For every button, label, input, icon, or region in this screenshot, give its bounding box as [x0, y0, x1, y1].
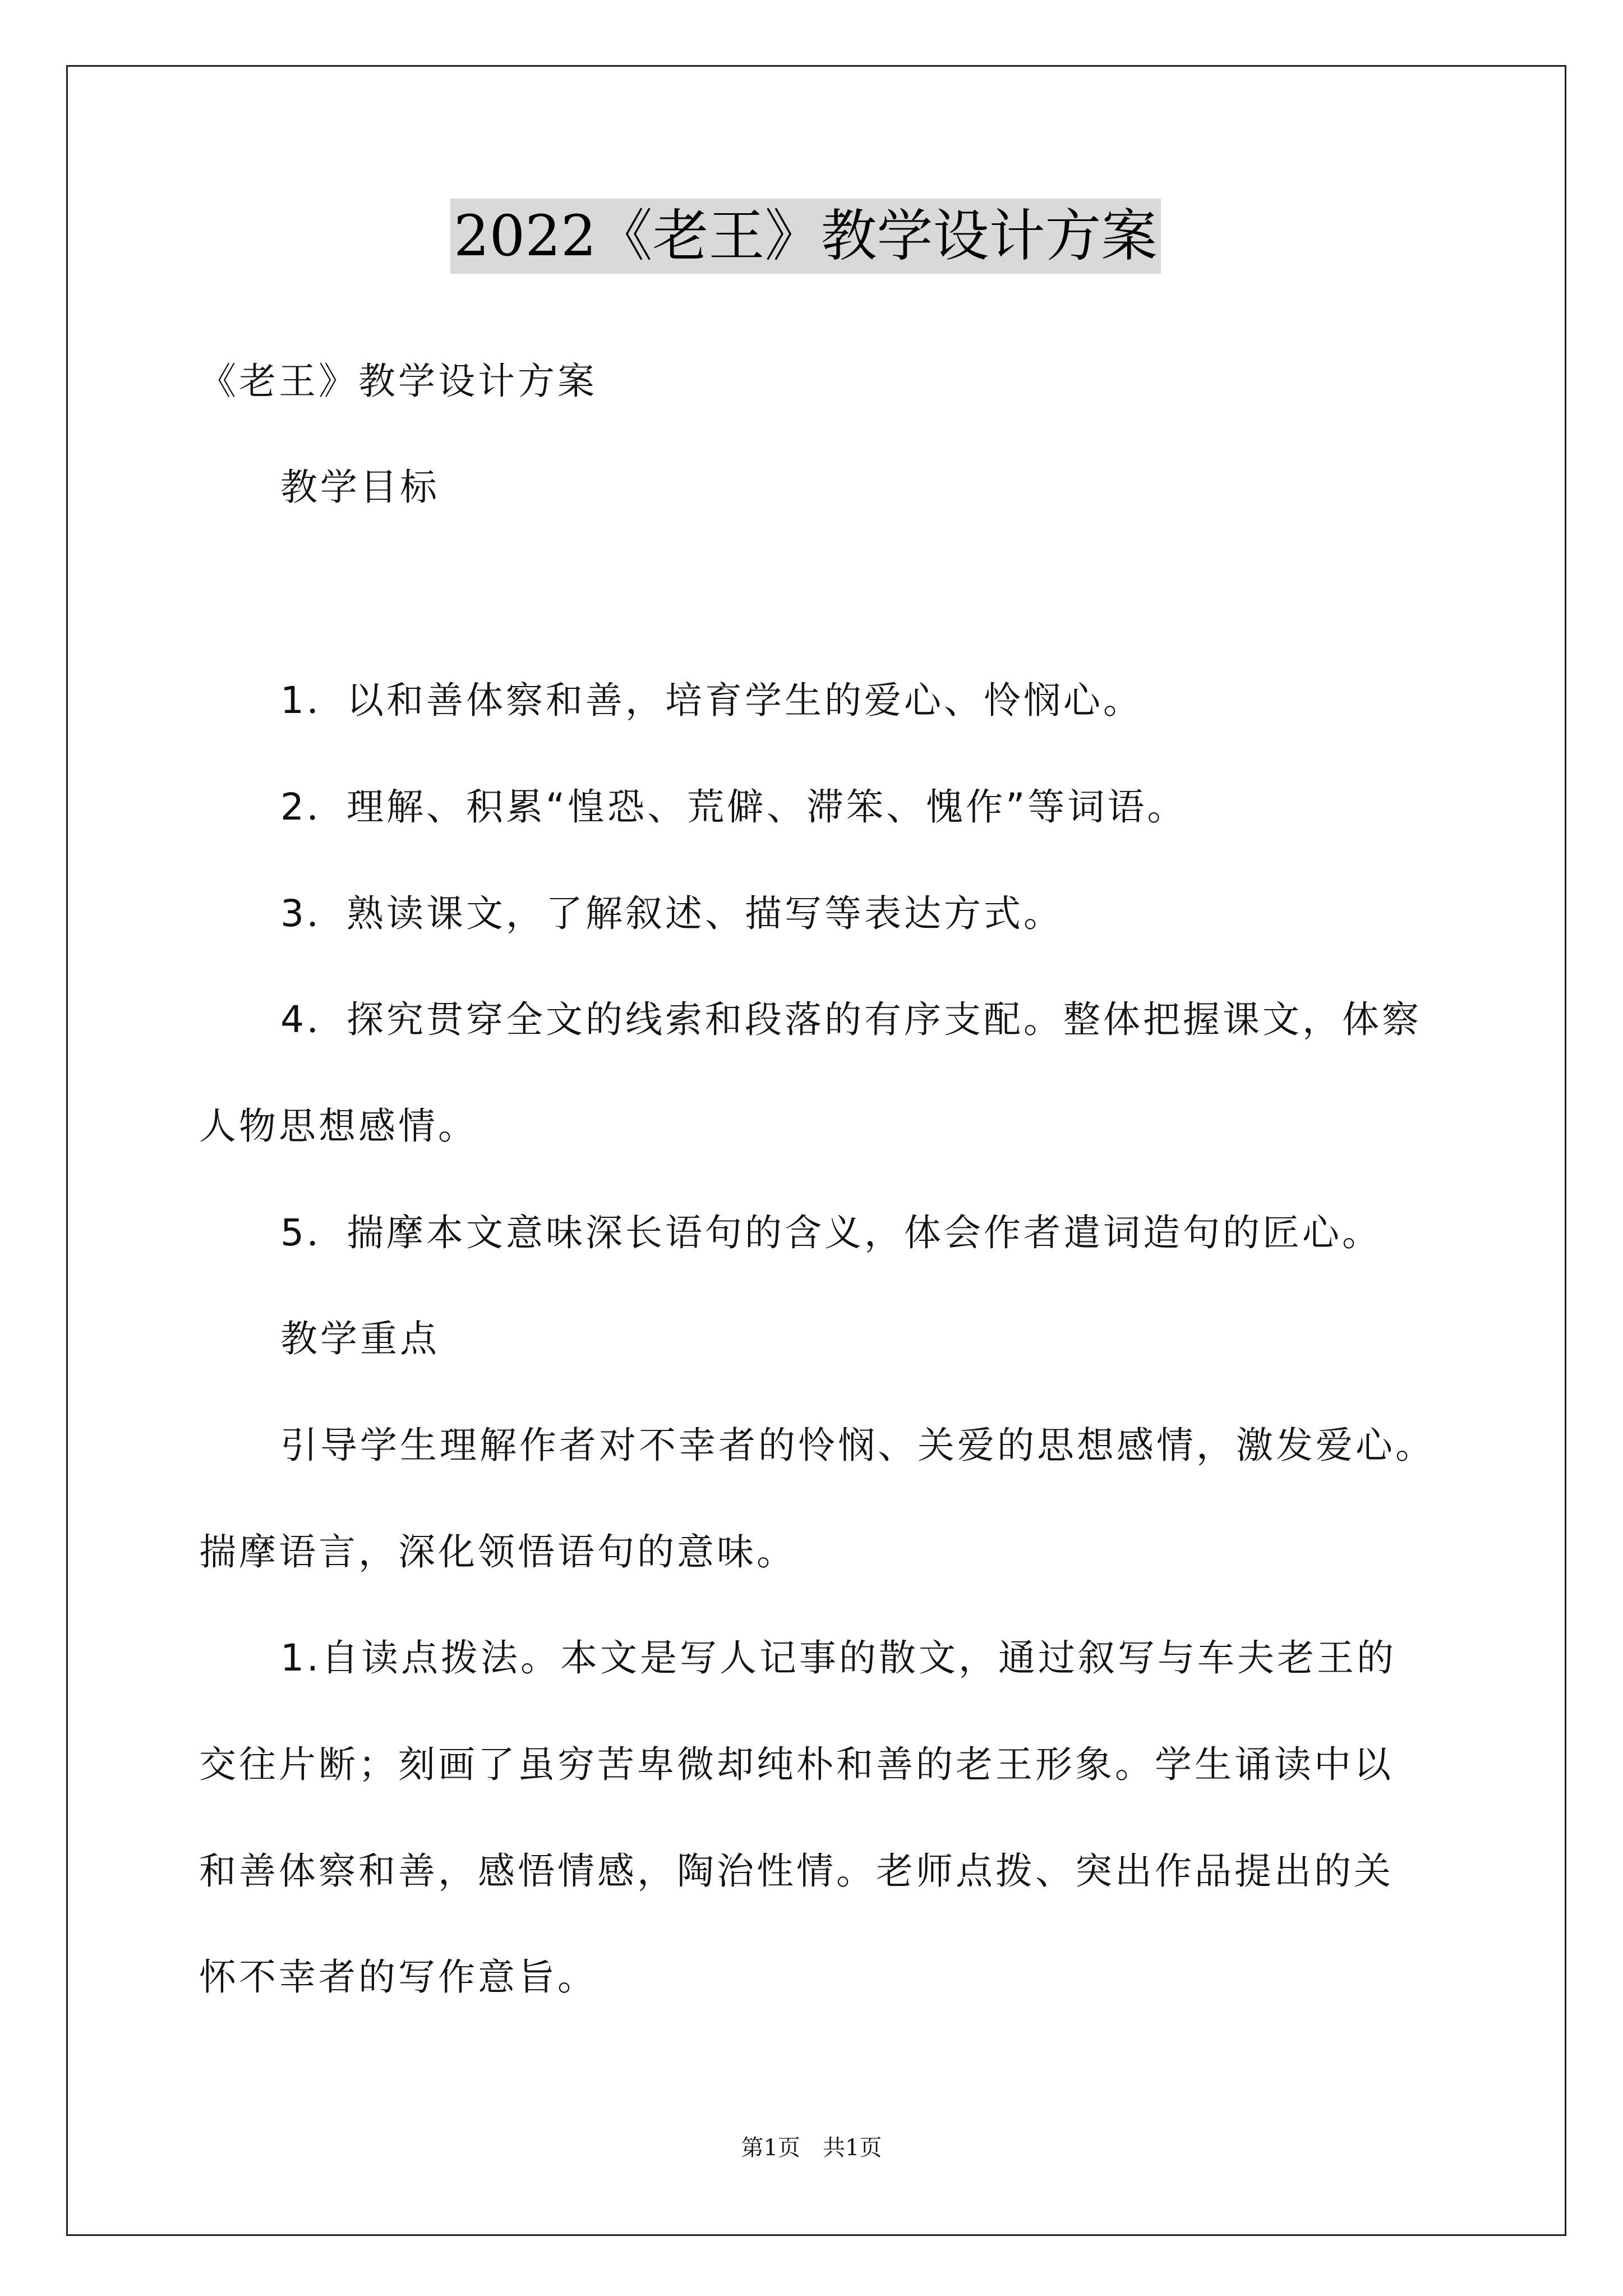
method-line-3: 和善体察和善，感悟情感，陶治性情。老师点拨、突出作品提出的关	[199, 1849, 1394, 1893]
method-line-4: 怀不幸者的写作意旨。	[199, 1955, 597, 1999]
objective-4: 4．探究贯穿全文的线索和段落的有序支配。整体把握课文，体察	[280, 998, 1422, 1041]
objective-5: 5．揣摩本文意味深长语句的含义，体会作者遣词造句的匠心。	[280, 1211, 1382, 1254]
objective-4-continued: 人物思想感情。	[199, 1105, 478, 1148]
objectives-heading: 教学目标	[280, 466, 440, 509]
document-title: 2022《老王》教学设计方案	[450, 199, 1161, 274]
method-line-1: 1.自读点拨法。本文是写人记事的散文，通过叙写与车夫老王的	[280, 1636, 1396, 1680]
objective-3: 3．熟读课文，了解叙述、描写等表达方式。	[280, 892, 1063, 935]
method-line-2: 交往片断；刻画了虽穷苦卑微却纯朴和善的老王形象。学生诵读中以	[199, 1743, 1394, 1786]
page-footer: 第1页 共1页	[741, 2135, 882, 2161]
document-subtitle: 《老王》教学设计方案	[199, 360, 597, 403]
objective-1: 1．以和善体察和善，培育学生的爱心、怜悯心。	[280, 679, 1143, 722]
key-point-2: 揣摩语言，深化领悟语句的意味。	[199, 1530, 796, 1573]
key-point-1: 引导学生理解作者对不幸者的怜悯、关爱的思想感情，激发爱心。	[280, 1424, 1435, 1467]
key-points-heading: 教学重点	[280, 1317, 440, 1360]
objective-2: 2．理解、积累“惶恐、荒僻、滞笨、愧作”等词语。	[280, 785, 1187, 829]
